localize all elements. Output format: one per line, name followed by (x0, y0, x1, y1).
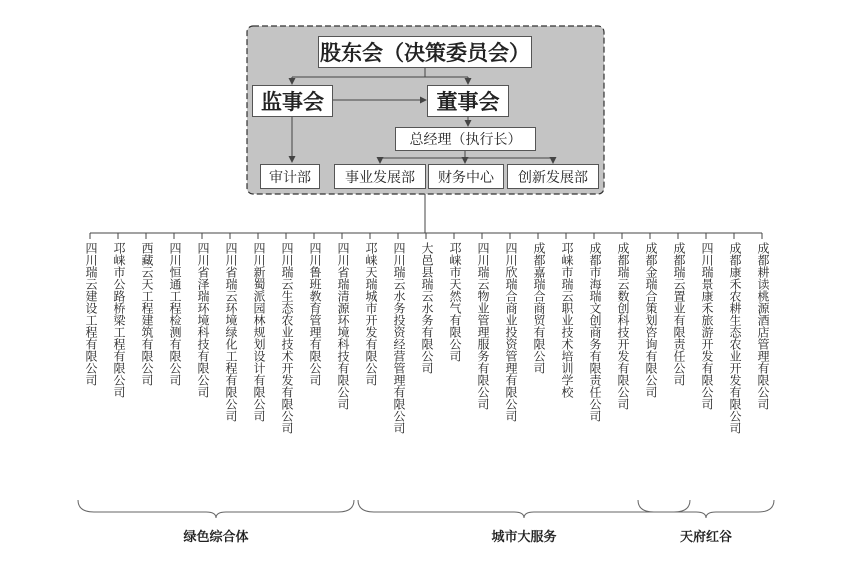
subsidiary-name: 四川瑞云物业管理服务有限公司 (476, 242, 490, 410)
audit-box: 审计部 (260, 164, 320, 189)
group-brace (358, 500, 690, 518)
subsidiary-name: 四川瑞云水务投资经营管理有限公司 (392, 242, 406, 434)
subsidiary-name: 四川鲁班教育管理有限公司 (308, 242, 322, 386)
subsidiary-name: 四川省瑞云环境绿化工程有限公司 (224, 242, 238, 422)
group-brace (78, 500, 354, 518)
subsidiary-name: 成都金瑞合策划咨询有限公司 (644, 242, 658, 398)
subsidiary-name: 四川新蜀派园林规划设计有限公司 (252, 242, 266, 422)
group-label: 城市大服务 (491, 530, 557, 545)
subsidiary-name: 邛崃天瑞城市开发有限公司 (364, 242, 378, 386)
subsidiary-name: 邛崃市瑞云职业技术培训学校 (560, 242, 574, 398)
subsidiary-name: 成都市海瑞文创商务有限责任公司 (588, 242, 602, 422)
supervisors-box: 监事会 (252, 85, 333, 117)
subsidiary-name: 成都瑞云置业有限责任公司 (672, 242, 686, 386)
finance-center-box: 财务中心 (428, 164, 504, 189)
subsidiary-name: 邛崃市公路桥梁工程有限公司 (112, 242, 126, 398)
subsidiary-name: 四川瑞云生态农业技术开发有限公司 (280, 242, 294, 434)
subsidiary-name: 四川省瑞清源环境科技有限公司 (336, 242, 350, 410)
subsidiary-name: 四川瑞景康禾旅游开发有限公司 (700, 242, 714, 410)
board-box: 董事会 (427, 85, 509, 117)
subsidiary-name: 成都瑞云数创科技开发有限公司 (616, 242, 630, 410)
subsidiary-name: 成都康禾农耕生态农业开发有限公司 (728, 242, 742, 434)
subsidiary-name: 邛崃市天然气有限公司 (448, 242, 462, 362)
subsidiary-name: 大邑县瑞云水务有限公司 (420, 242, 434, 374)
general-manager-box: 总经理（执行长） (395, 127, 536, 151)
group-brace (638, 500, 774, 518)
group-label: 天府红谷 (679, 530, 732, 545)
subsidiary-name: 西藏云天工程建筑有限公司 (140, 242, 154, 386)
subsidiary-name: 成都嘉瑞合商贸有限公司 (532, 242, 546, 374)
innovation-development-box: 创新发展部 (507, 164, 599, 189)
subsidiary-name: 四川恒通工程检测有限公司 (168, 242, 182, 386)
business-development-box: 事业发展部 (334, 164, 426, 189)
group-label: 绿色综合体 (183, 530, 249, 545)
subsidiary-name: 四川瑞云建设工程有限公司 (84, 242, 98, 386)
shareholders-box: 股东会（决策委员会） (318, 36, 532, 68)
subsidiary-name: 四川省泽瑞环境科技有限公司 (196, 242, 210, 398)
subsidiary-name: 成都耕读桃源酒店管理有限公司 (756, 242, 770, 410)
subsidiary-name: 四川欣瑞合商业投资管理有限公司 (504, 242, 518, 422)
